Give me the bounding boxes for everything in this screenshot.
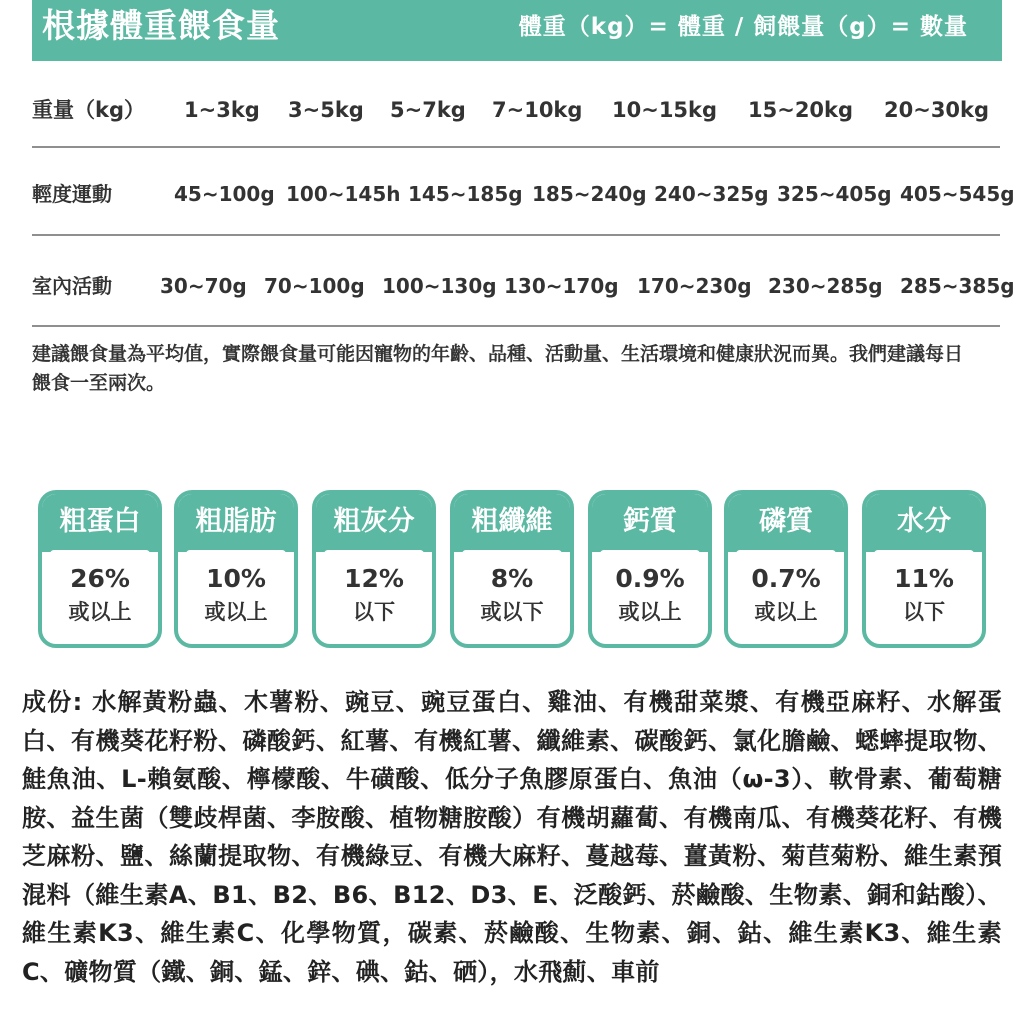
- table-cell: 20~30kg: [884, 98, 990, 122]
- nutrient-name: 粗脂肪: [195, 506, 277, 537]
- table-cell: 100~130g: [382, 274, 497, 298]
- nutrient-card-phosphorus: [724, 490, 848, 648]
- divider: [32, 146, 1000, 148]
- nutrient-card-calcium: [588, 490, 712, 648]
- table-cell: 70~100g: [264, 274, 365, 298]
- nutrient-value: 0.7%: [751, 564, 821, 593]
- nutrient-name: 鈣質: [623, 506, 677, 537]
- nutrient-qualifier: 以下: [903, 600, 945, 624]
- table-cell: 45~100g: [174, 182, 275, 206]
- nutrient-qualifier: 或以上: [204, 600, 268, 624]
- nutrient-card-crude-fiber: [450, 490, 574, 648]
- divider: [32, 325, 1000, 327]
- table-cell: 130~170g: [504, 274, 619, 298]
- nutrient-name: 粗蛋白: [59, 506, 141, 537]
- nutrient-qualifier: 或以上: [618, 600, 682, 624]
- nutrient-qualifier: 以下: [353, 600, 395, 624]
- row-label: 重量（kg）: [32, 98, 145, 122]
- table-row-weight: [32, 90, 1000, 130]
- table-cell: 5~7kg: [390, 98, 466, 122]
- table-row-indoor-activity: [32, 266, 1015, 306]
- table-cell: 145~185g: [408, 182, 523, 206]
- nutrient-card-moisture: [862, 490, 986, 648]
- table-cell: 405~545g: [900, 182, 1015, 206]
- table-cell: 325~405g: [777, 182, 892, 206]
- table-cell: 10~15kg: [612, 98, 718, 122]
- nutrient-value: 26%: [70, 564, 130, 593]
- table-cell: 170~230g: [637, 274, 752, 298]
- header-banner: [32, 0, 1002, 61]
- row-label: 室內活動: [32, 274, 112, 298]
- nutrient-value: 0.9%: [615, 564, 685, 593]
- table-cell: 185~240g: [532, 182, 647, 206]
- nutrient-name: 粗纖維: [471, 506, 553, 537]
- nutrient-card-crude-protein: [38, 490, 162, 648]
- table-cell: 15~20kg: [748, 98, 854, 122]
- table-cell: 3~5kg: [288, 98, 364, 122]
- nutrient-name: 粗灰分: [333, 506, 415, 537]
- nutrient-card-crude-ash: [312, 490, 436, 648]
- nutrient-name: 磷質: [759, 506, 813, 537]
- nutrient-value: 10%: [206, 564, 266, 593]
- nutrient-name: 水分: [897, 506, 951, 537]
- table-cell: 100~145h: [286, 182, 401, 206]
- table-cell: 30~70g: [160, 274, 247, 298]
- nutrient-qualifier: 或以上: [68, 600, 132, 624]
- table-cell: 230~285g: [768, 274, 883, 298]
- nutrient-value: 11%: [894, 564, 954, 593]
- table-row-light-exercise: [32, 174, 1015, 214]
- nutrient-qualifier: 或以上: [754, 600, 818, 624]
- nutrient-value: 8%: [490, 564, 534, 593]
- table-cell: 1~3kg: [184, 98, 260, 122]
- ingredients-text: 成份: 水解黃粉蟲、木薯粉、豌豆、豌豆蛋白、雞油、有機甜菜漿、有機亞麻籽、水解蛋白、有機葵花籽粉、磷酸鈣、紅薯、有機紅薯、纖維素、碳酸鈣、氯化膽鹼、蟋蟀提取物、鮭魚油、L-賴氨酸、檸檬酸、牛磺酸、低分子魚膠原蛋白、魚油（ω-3）、軟骨素、葡萄糖胺、益生菌（雙歧桿菌、李胺酸、植物糖胺酸）有機胡蘿蔔、有機南瓜、有機葵花籽、有機芝麻粉、鹽、絲蘭提取物、有機綠豆、有機大麻籽、蔓越莓、薑黃粉、菊苣菊粉、維生素預混料（維生素A、B1、B2、B6、B12、D3、E、泛酸鈣、菸鹼酸、生物素、銅和鈷酸）、維生素K3、維生素C、化學物質，碳素、菸鹼酸、生物素、銅、鈷、維生素K3、維生素C、礦物質（鐵、銅、錳、鋅、碘、鈷、硒），水飛薊、車前: [22, 688, 1002, 986]
- nutrient-value: 12%: [344, 564, 404, 593]
- divider: [32, 234, 1000, 236]
- row-label: 輕度運動: [32, 182, 112, 206]
- table-cell: 240~325g: [654, 182, 769, 206]
- page-title: 根據體重餵食量: [42, 6, 280, 45]
- formula-text: 體重（kg）= 體重 / 飼餵量（g）= 數量: [518, 14, 968, 40]
- table-cell: 285~385g: [900, 274, 1015, 298]
- nutrient-qualifier: 或以下: [480, 600, 544, 624]
- table-cell: 7~10kg: [492, 98, 583, 122]
- nutrient-card-crude-fat: [174, 490, 298, 648]
- feeding-note: 建議餵食量為平均值，實際餵食量可能因寵物的年齡、品種、活動量、生活環境和健康狀況而異。我們建議每日餵食一至兩次。: [32, 343, 964, 394]
